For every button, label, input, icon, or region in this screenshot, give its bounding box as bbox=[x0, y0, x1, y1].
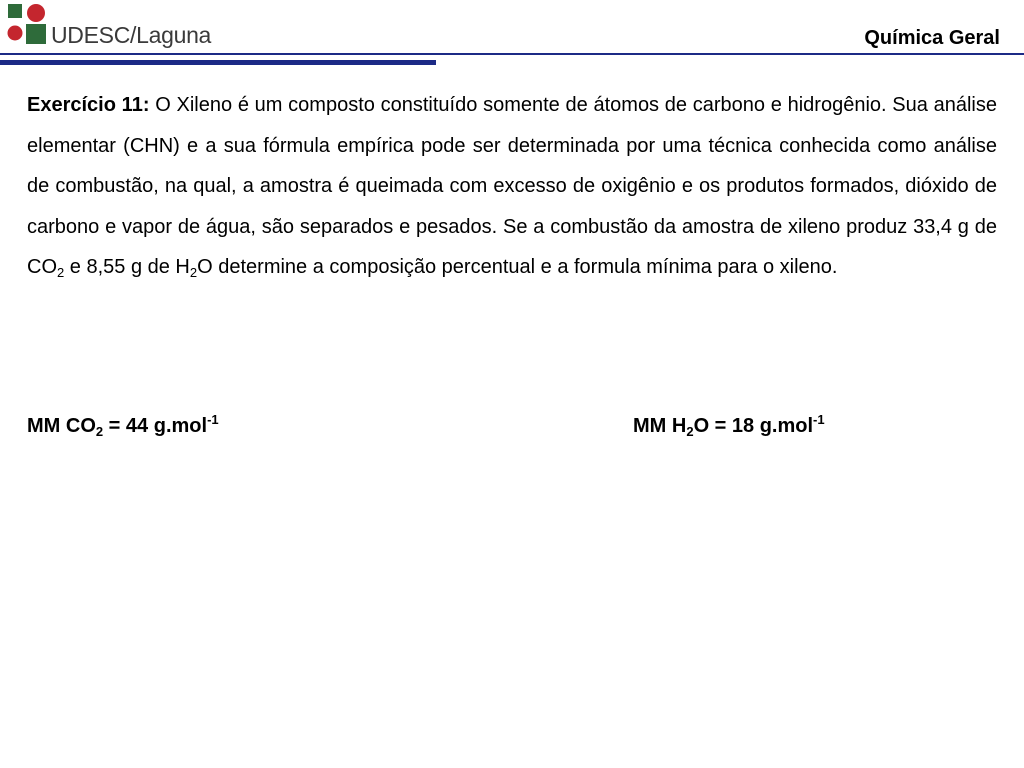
mm-h2o-sub: 2 bbox=[686, 424, 694, 439]
mm-co2-sub: 2 bbox=[95, 424, 104, 439]
mm-h2o-sup: -1 bbox=[813, 412, 825, 427]
exercise-text-1: O Xileno é um composto constituído somente de átomos de carbono e hidrogênio. Sua análise elementar (CHN) e a sua fórmula empírica pode ser determinada por uma técnica conhecida como análise de combustão, na qual, a amostra é queimada com excesso de oxigênio e os produtos formados, dióxido de carbono e vapor de água, são separados e pesados. Se a combustão da amostra de xileno produz 33,4 g de CO bbox=[27, 94, 997, 278]
header-divider-thin bbox=[0, 53, 1024, 55]
mm-co2-prefix: MM CO bbox=[27, 415, 96, 437]
mm-co2-value: = 44 g.mol bbox=[103, 415, 208, 437]
molar-mass-co2 bbox=[27, 410, 219, 442]
logo-text: UDESC/Laguna bbox=[51, 22, 212, 48]
mm-h2o-prefix: MM H bbox=[633, 415, 687, 437]
mm-h2o-value: O = 18 g.mol bbox=[693, 415, 814, 437]
co2-subscript: 2 bbox=[57, 265, 65, 280]
exercise-label: Exercício 11: bbox=[27, 94, 150, 116]
exercise-block bbox=[27, 85, 997, 288]
exercise-text-2: e 8,55 g de H bbox=[64, 256, 190, 278]
exercise-paragraph bbox=[27, 85, 997, 288]
h2o-subscript: 2 bbox=[189, 265, 198, 280]
mm-co2-sup: -1 bbox=[207, 412, 219, 427]
molar-mass-h2o bbox=[633, 410, 825, 442]
header-divider-thick bbox=[0, 60, 436, 65]
header-logo bbox=[6, 2, 246, 48]
page-title: Química Geral bbox=[864, 27, 1000, 49]
exercise-text-3: O determine a composição percentual e a formula mínima para o xileno. bbox=[197, 256, 838, 278]
udesc-logo-icon bbox=[6, 2, 50, 48]
